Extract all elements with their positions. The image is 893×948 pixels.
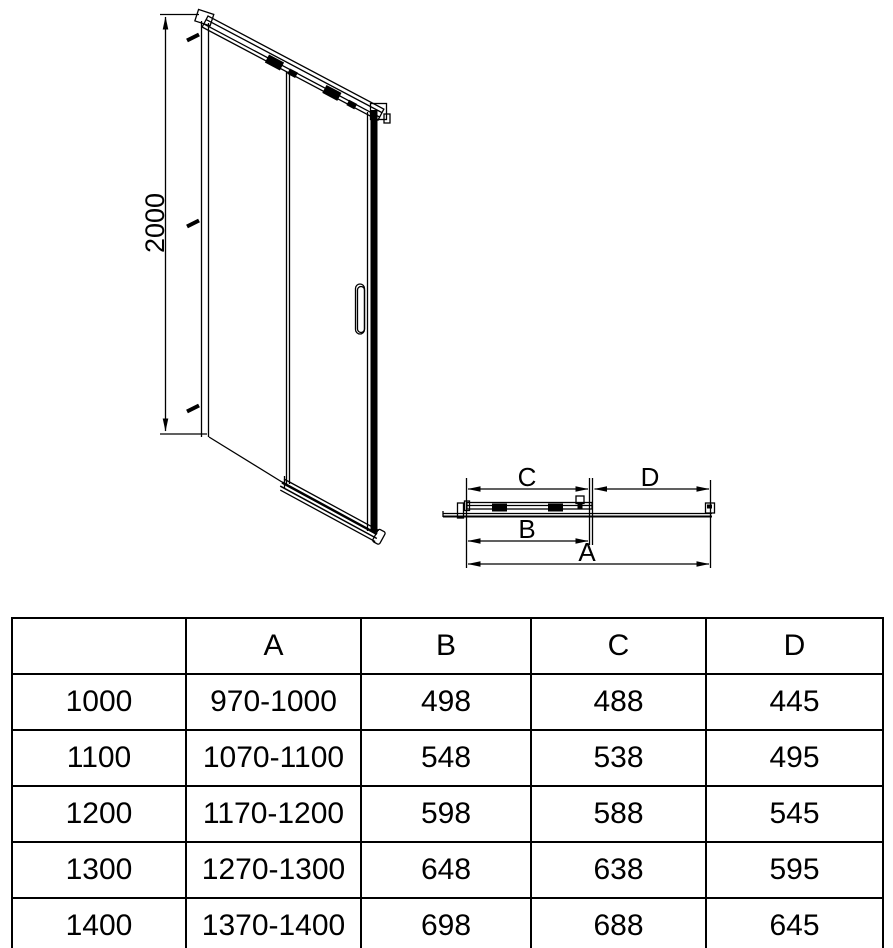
glass-bottom-edge	[209, 437, 286, 485]
table-header-a: A	[186, 618, 361, 674]
table-cell-a: 1370-1400	[186, 898, 361, 948]
table-row	[12, 898, 883, 948]
plan-roller-left	[492, 504, 507, 512]
top-track	[201, 16, 384, 122]
dim-c-label: C	[517, 462, 537, 492]
table-cell-d: 545	[706, 786, 883, 842]
right-frame-profile	[371, 110, 378, 532]
dim-a-label: A	[578, 537, 596, 567]
table-cell-c: 588	[531, 786, 706, 842]
wall-bracket-bottom	[187, 406, 199, 412]
dim-d-label: D	[640, 462, 660, 492]
table-row	[12, 842, 883, 898]
table-cell-size: 1100	[12, 730, 186, 786]
table-cell-a: 1170-1200	[186, 786, 361, 842]
table-cell-b: 498	[361, 674, 531, 730]
table-cell-b: 548	[361, 730, 531, 786]
wall-bracket-top	[187, 35, 199, 41]
table-cell-d: 445	[706, 674, 883, 730]
plan-wall-bracket-right-inner	[707, 505, 712, 509]
dimension-table	[11, 617, 884, 948]
table-cell-d: 495	[706, 730, 883, 786]
dim-b-label: B	[518, 514, 536, 544]
bottom-sill	[278, 478, 386, 545]
table-cell-c: 538	[531, 730, 706, 786]
table-row	[12, 674, 883, 730]
table-cell-size: 1300	[12, 842, 186, 898]
table-cell-b: 598	[361, 786, 531, 842]
plan-guide-pin-bottom	[578, 504, 583, 510]
plan-roller-right	[548, 504, 563, 512]
table-header-size	[12, 618, 186, 674]
table-cell-d: 595	[706, 842, 883, 898]
table-cell-size: 1200	[12, 786, 186, 842]
table-cell-b: 648	[361, 842, 531, 898]
table-cell-c: 688	[531, 898, 706, 948]
door-handle-inner	[358, 287, 365, 333]
table-header-c: C	[531, 618, 706, 674]
table-cell-a: 1270-1300	[186, 842, 361, 898]
table-header-d: D	[706, 618, 883, 674]
track-roller-left	[265, 55, 284, 71]
table-row	[12, 730, 883, 786]
table-cell-c: 638	[531, 842, 706, 898]
table-header-row	[12, 618, 883, 674]
table-cell-c: 488	[531, 674, 706, 730]
track-roller-right	[322, 85, 341, 101]
height-dim-label: 2000	[140, 192, 170, 254]
table-cell-size: 1400	[12, 898, 186, 948]
table-row	[12, 786, 883, 842]
wall-bracket-middle	[187, 221, 199, 227]
table-header-b: B	[361, 618, 531, 674]
table-cell-size: 1000	[12, 674, 186, 730]
table-cell-a: 1070-1100	[186, 730, 361, 786]
plan-view	[443, 462, 715, 568]
table-cell-b: 698	[361, 898, 531, 948]
table-cell-a: 970-1000	[186, 674, 361, 730]
table-cell-d: 645	[706, 898, 883, 948]
front-view	[140, 9, 390, 544]
